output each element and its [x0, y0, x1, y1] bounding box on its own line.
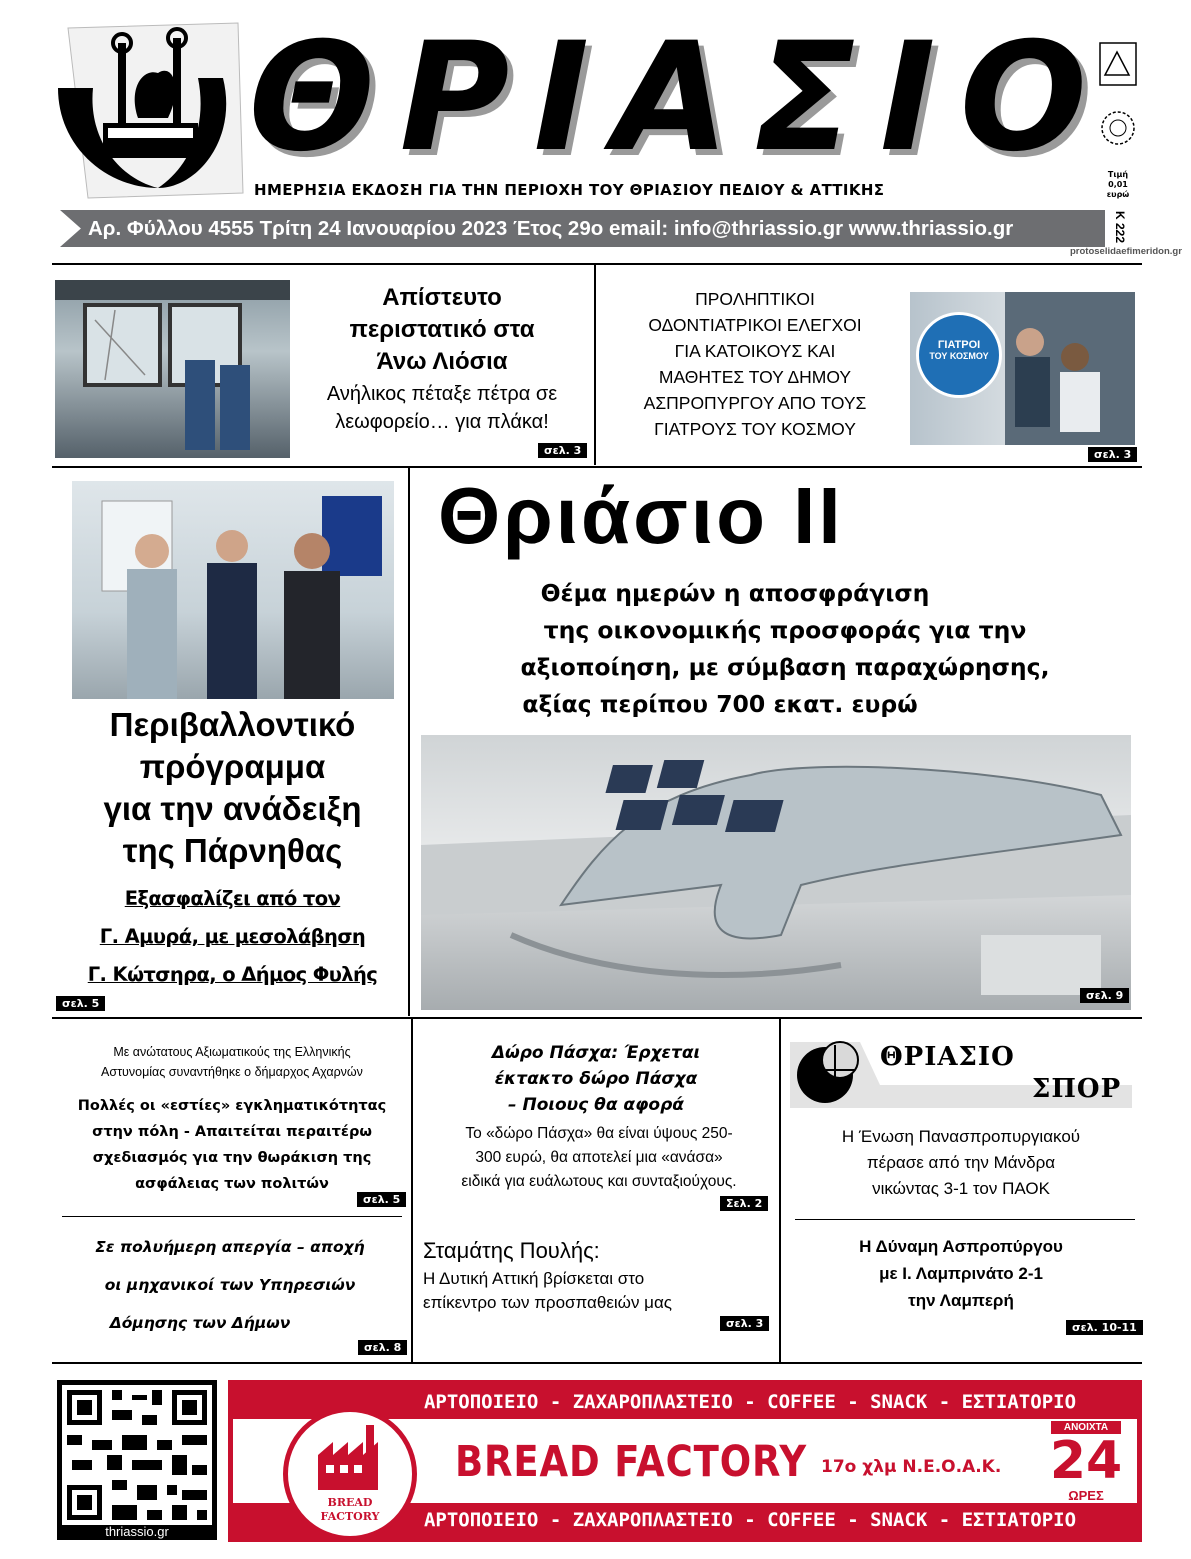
airport-photo	[421, 735, 1131, 1010]
police-headline-line: ασφάλειας των πολιτών	[135, 1176, 329, 1192]
strike-page: σελ. 8	[358, 1340, 407, 1355]
strike-headline-line: οι μηχανικοί των Υπηρεσιών	[104, 1276, 356, 1294]
masthead-title: ΘΡΙΑΣΙΟ	[248, 11, 1112, 185]
rule-bottom	[52, 1362, 1142, 1364]
top-left-headline-2: περιστατικό στα	[349, 316, 535, 343]
parnitha-sub-line: Γ. Αμυρά, με μεσολάβηση	[99, 925, 366, 948]
main-deck-line: Θέμα ημερών η αποσφράγιση	[540, 579, 930, 607]
top-left-page: σελ. 3	[538, 443, 587, 458]
strike-headline-line: Δόμησης των Δήμων	[109, 1314, 291, 1332]
issue-line: Αρ. Φύλλου 4555 Τρίτη 24 Ιανουαρίου 2023 Έτος 29ο email: info@thriassio.gr www.thriassio.gr	[88, 217, 1014, 240]
rule-low-sport	[795, 1219, 1135, 1220]
strike-headline	[55, 1228, 405, 1342]
easter-body-line: ειδικά για ευάλωτους και συνταξιούχους.	[461, 1173, 737, 1190]
poulis-name: Σταμάτης Πουλής:	[423, 1238, 600, 1263]
easter-headline-line: – Ποιους θα αφορά	[508, 1095, 684, 1115]
top-right-page: σελ. 3	[1088, 447, 1137, 462]
top-left-headline-1: Απίστευτο	[382, 284, 502, 311]
ad-logo-line-2: FACTORY	[320, 1510, 380, 1523]
rule-top	[52, 263, 1142, 265]
qr-box[interactable]	[57, 1380, 217, 1540]
police-intro-1: Με ανώτατους Αξιωματικούς της Ελληνικής	[113, 1045, 351, 1059]
sport-story-1-line: νικώντας 3-1 τον ΠΑΟΚ	[872, 1179, 1050, 1198]
top-right-text	[610, 286, 900, 442]
sport-page: σελ. 10-11	[1066, 1320, 1143, 1335]
police-headline-line: σχεδιασμός για την θωράκιση της	[92, 1150, 372, 1166]
sport-story-2-line: Η Δύναμη Ασπροπύργου	[859, 1237, 1063, 1256]
main-deck-line: αξιοποίηση, με σύμβαση παραχώρησης,	[520, 653, 1050, 681]
sport-logo-2: ΣΠΟΡ	[1032, 1074, 1122, 1104]
main-page: σελ. 9	[1080, 988, 1129, 1003]
top-right-line: ΑΣΠΡΟΠΥΡΓΟΥ ΑΠΟ ΤΟΥΣ	[643, 393, 867, 413]
easter-body-line: Το «δώρο Πάσχα» θα είναι ύψους 250-	[465, 1125, 733, 1142]
ad-band-top: ΑΡΤΟΠΟΙΕΙΟ - ΖΑΧΑΡΟΠΛΑΣΤΕΙΟ - COFFEE - SNACK - ΕΣΤΙΑΤΟΡΙΟ	[233, 1385, 1137, 1419]
top-left-sub-2: λεωφορείο… για πλάκα!	[335, 411, 549, 433]
parnitha-headline-line: για την ανάδειξη	[103, 790, 362, 827]
poulis-line-1: Η Δυτική Αττική βρίσκεται στο	[423, 1269, 645, 1288]
main-deck-line: αξίας περίπου 700 εκατ. ευρώ	[522, 690, 918, 718]
masthead-subtitle: ΗΜΕΡΗΣΙΑ ΕΚΔΟΣΗ ΓΙΑ ΤΗΝ ΠΕΡΙΟΧΗ ΤΟΥ ΘΡΙΑΣΙΟΥ ΠΕΔΙΟΥ & ΑΤΤΙΚΗΣ	[254, 181, 885, 199]
top-right-line: ΜΑΘΗΤΕΣ ΤΟΥ ΔΗΜΟΥ	[658, 367, 852, 387]
easter-page: Σελ. 2	[720, 1196, 768, 1211]
top-left-headline-3: Άνω Λιόσια	[376, 348, 508, 375]
parnitha-headline-line: της Πάρνηθας	[122, 832, 343, 869]
easter-headline-line: έκτακτο δώρο Πάσχα	[494, 1069, 698, 1089]
parnitha-sub	[60, 880, 405, 994]
ad-location: 17ο χλμ Ν.Ε.Ο.Α.Κ.	[821, 1457, 1002, 1477]
sport-story-2	[790, 1233, 1132, 1314]
police-headline-line: στην πόλη - Απαιτείται περαιτέρω	[92, 1124, 372, 1140]
rule-low	[62, 1216, 402, 1217]
parnitha-sub-line: Εξασφαλίζει από τον	[124, 887, 341, 910]
police-page: σελ. 5	[357, 1192, 406, 1207]
masthead-logo	[48, 18, 248, 203]
top-right-line: ΓΙΑΤΡΟΥΣ ΤΟΥ ΚΟΣΜΟΥ	[654, 419, 856, 439]
easter-body	[418, 1122, 780, 1194]
rule-v-mid	[408, 468, 410, 1016]
main-deck-line: της οικονομικής προσφοράς για την	[543, 616, 1027, 644]
ad-logo	[283, 1407, 417, 1541]
dental-badge-line-1: ΓΙΑΤΡΟΙ	[937, 339, 981, 351]
sport-story-2-line: την Λαμπερή	[908, 1291, 1014, 1310]
rule-v-top	[594, 265, 596, 465]
main-title: Θριάσιο ΙΙ	[438, 471, 844, 560]
main-deck	[430, 575, 1140, 723]
easter-headline	[418, 1040, 774, 1118]
price: Τιμή 0,01 ευρώ	[1106, 170, 1130, 199]
stamp-icon	[1097, 40, 1139, 165]
sport-story-2-line: με Ι. Λαμπρινάτο 2-1	[879, 1264, 1043, 1283]
dental-badge-line-2: ΤΟΥ ΚΟΣΜΟΥ	[929, 351, 989, 361]
ad-logo-line-1: BREAD	[327, 1496, 373, 1509]
poulis-page: σελ. 3	[720, 1316, 769, 1331]
ad-hours-unit: ΩΡΕΣ	[1068, 1488, 1104, 1503]
poulis-line-2: επίκεντρο των προσπαθειών μας	[423, 1293, 672, 1312]
bus-photo	[55, 280, 290, 458]
ad-band-bottom: ΑΡΤΟΠΟΙΕΙΟ - ΖΑΧΑΡΟΠΛΑΣΤΕΙΟ - COFFEE - SNACK - ΕΣΤΙΑΤΟΡΙΟ	[233, 1503, 1137, 1537]
ad-name: BREAD FACTORY	[455, 1437, 807, 1487]
parnitha-headline-line: Περιβαλλοντικό	[109, 706, 356, 743]
police-intro-2: Αστυνομίας συναντήθηκε ο δήμαρχος Αχαρνών	[101, 1065, 363, 1079]
parnitha-headline-line: πρόγραμμα	[139, 748, 326, 785]
parnitha-sub-line: Γ. Κώτσηρα, ο Δήμος Φυλής	[87, 963, 378, 986]
watermark: protoselidaefimeridon.gr	[1070, 246, 1182, 257]
bread-factory-ad[interactable]	[228, 1380, 1142, 1542]
police-headline-line: Πολλές οι «εστίες» εγκληματικότητας	[77, 1098, 387, 1114]
sport-logo-1: ΘΡΙΑΣΙΟ	[880, 1042, 1015, 1072]
rule-mid-2	[52, 1017, 1142, 1019]
top-right-line: ΓΙΑ ΚΑΤΟΙΚΟΥΣ ΚΑΙ	[674, 341, 836, 361]
ad-hours: 24	[1049, 1431, 1123, 1491]
rule-v-low-1	[411, 1019, 413, 1362]
police-headline	[62, 1093, 402, 1197]
issue-code: Κ 222	[1113, 211, 1127, 244]
top-right-line: ΟΔΟΝΤΙΑΤΡΙΚΟΙ ΕΛΕΓΧΟΙ	[648, 315, 862, 335]
easter-body-line: 300 ευρώ, θα αποτελεί μια «ανάσα»	[475, 1149, 723, 1166]
sport-story-1-line: Η Ένωση Πανασπροπυργιακού	[841, 1127, 1081, 1146]
sport-story-1	[790, 1124, 1132, 1202]
easter-headline-line: Δώρο Πάσχα: Έρχεται	[491, 1043, 701, 1063]
parnitha-headline	[60, 704, 405, 872]
ad-open-label: ΑΝΟΙΧΤΑ	[1051, 1421, 1121, 1434]
parnitha-page: σελ. 5	[56, 996, 105, 1011]
strike-headline-line: Σε πολυήμερη απεργία – αποχή	[95, 1238, 365, 1256]
dental-badge	[916, 312, 1002, 398]
top-right-line: ΠΡΟΛΗΠΤΙΚΟΙ	[695, 289, 815, 309]
sport-story-1-line: πέρασε από την Μάνδρα	[866, 1153, 1056, 1172]
qr-label: thriassio.gr	[105, 1524, 169, 1539]
top-left-sub-1: Ανήλικος πέταξε πέτρα σε	[326, 383, 558, 405]
